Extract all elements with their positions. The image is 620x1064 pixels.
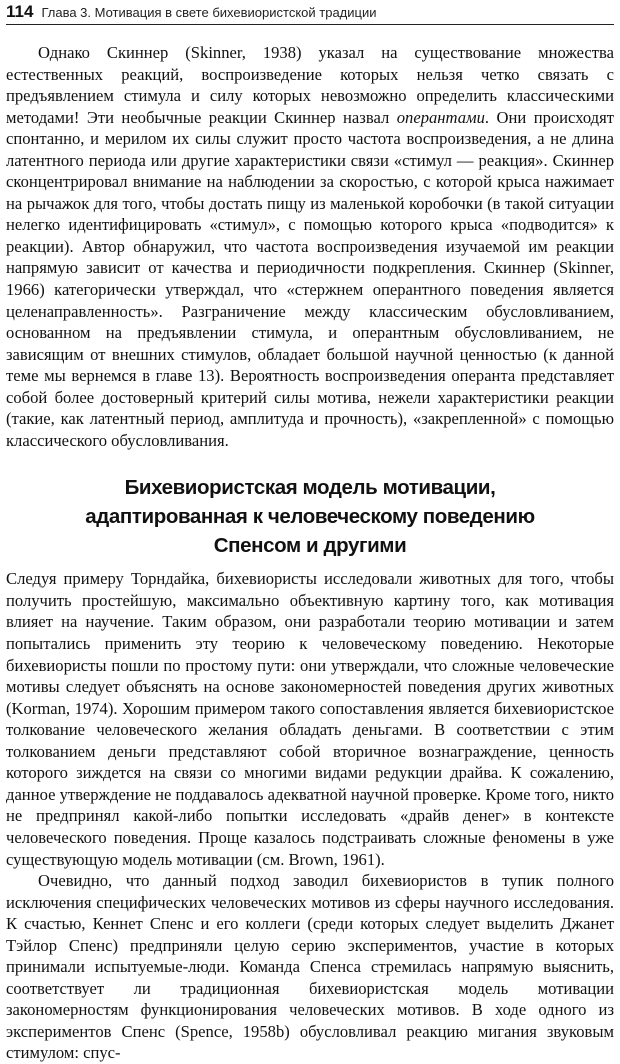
emphasized-term: оперантами (396, 107, 485, 127)
body-paragraph (6, 42, 614, 451)
body-paragraph: Следуя примеру Торндайка, бихевиористы исследовали животных для того, чтобы получить простейшую, максимально объективную картину того, как мотивация влияет на научение. Таким образом, они разработали теорию мотивации и затем попытались применить эту теорию к человеческому поведению. Некоторые бихевиористы пошли по простому пути: они утверждали, что сложные человеческие мотивы следует объяснять на основе закономерностей поведения других животных (Korman, 1974). Хорошим примером такого сопоставления является бихевиористское толкование человеческого желания обладать деньгами. В соответствии с этим толкованием деньги представляют собой вторичное вознаграждение, ценность которого зиждется на связи со многими видами редукции драйва. К сожалению, данное утверждение не поддавалось адекватной научной проверке. Кроме того, никто не предпринял какой-либо попытки исследовать «драйв денег» в контексте человеческого поведения. Проще казалось подстраивать сложные феномены в уже существующую модель мотивации (см. Brown, 1961). (6, 569, 614, 869)
section-heading (6, 473, 614, 560)
section-heading-line: Спенсом и другими (213, 534, 407, 558)
chapter-title: Глава 3. Мотивация в свете бихевиористской традиции (41, 5, 377, 20)
paragraph-text: Однако Скиннер (Skinner, 1938) указал на существование множества естественных реакций, воспроизведение которых нельзя четко связать с предъявлением стимула и силу которых невозможно определить классическими методами! Эти необычные реакции Скиннер назвал (6, 43, 614, 127)
section-heading-line: Бихевиористская модель мотивации, (124, 476, 496, 500)
body-paragraph: Очевидно, что данный подход заводил бихевиористов в тупик полного исключения специфических человеческих мотивов из сферы научного исследования. К счастью, Кеннет Спенс и его коллеги (среди которых следует выделить Джанет Тэйлор Спенс) предприняли целую серию экспериментов, участие в которых принимали испытуемые-люди. Команда Спенса стремилась напрямую выяснить, соответствует ли традиционная бихевиористская модель мотивации закономерностям функционирования человеческих мотивов. В ходе одного из экспериментов Спенс (Spence, 1958b) обусловливал реакцию мигания звуковым стимулом: спус- (6, 871, 614, 1063)
page-content (6, 42, 614, 1064)
paragraph-text: . Они происходят спонтанно, и мерилом их силы служит просто частота воспроизведения, а не длина латентного периода или другие характеристики связи «стимул — реакция». Скиннер сконцентрировал внимание на наблюдении за скоростью, с которой крыса нажимает на рычажок для того, чтобы достать пищу из маленькой коробочки (в такой ситуации нелегко идентифицировать «стимул», с помощью которого крыса «подводится» к реакции). Автор обнаружил, что частота воспроизведения изучаемой им реакции напрямую зависит от качества и периодичности подкрепления. Скиннер (Skinner, 1966) категорически утверждал, что «стержнем оперантного поведения является целенаправленность». Разграничение между классическим обусловливанием, основанном на предъявлении стимула, и оперантным обусловливанием, не зависящим от внешних стимулов, обладает большой научной ценностью (к данной теме мы вернемся в главе 13). Вероятность воспроизведения операнта представляет собой более достоверный критерий силы мотива, нежели характеристики реакции (такие, как латентный период, амплитуда и прочность), «закрепленной» с помощью классического обусловливания. (6, 107, 615, 450)
page-number: 114 (6, 2, 34, 21)
running-head (6, 2, 614, 25)
section-heading-line: адаптированная к человеческому поведению (85, 505, 535, 529)
